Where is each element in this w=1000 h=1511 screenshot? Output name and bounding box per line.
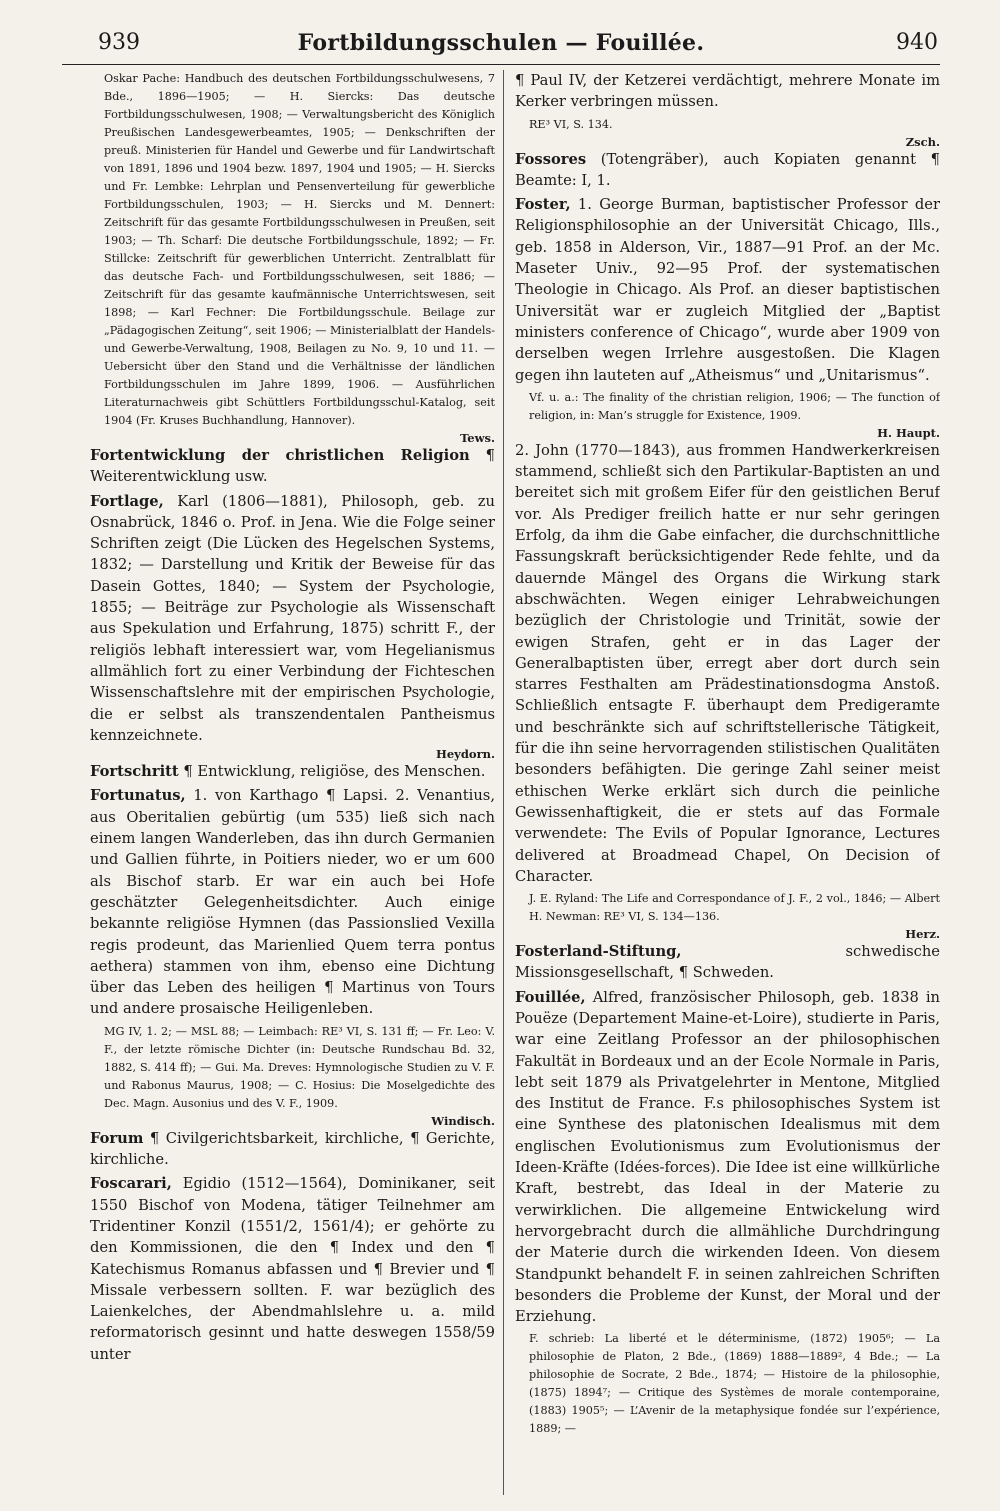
entry-headword: Forum [90, 1129, 144, 1147]
entry [515, 194, 940, 386]
entry-body: 1. von Karthago ¶ Lapsi. 2. Venantius, aus Oberitalien gebürtig (um 535) ließ sich nach einem langen Wanderleben, das ihn durch Germanien und Gallien führte, in Poitiers nieder, wo er um 600 als Bischof starb. Er war ein auch bei Hofe geschätzter Gelegenheitsdichter. Auch einige bekannte religiöse Hymnen (das Passionslied Vexilla regis prodeunt, das Marienlied Quem terra pontus aethera) stammen von ihm, ebenso eine Dichtung über das Leben des heiligen ¶ Martinus von Tours und andere prosaische Heiligenleben. [90, 787, 495, 1018]
entry-headword: Fortschritt [90, 763, 179, 781]
entry-headword: Fossores [515, 150, 587, 168]
entry-headword: Foster, [515, 196, 571, 214]
author-signature: Windisch. [431, 1113, 495, 1128]
entry-headword: Fouillée, [515, 988, 586, 1006]
literature-block: F. schrieb: La liberté et le déterminisme, (1872) 1905⁶; — La philosophie de Platon, 2 Bde., (1869) 1888—1889², 4 Bde.; — La philosophie de Socrate, 2 Bde., 1874; — Histoire de la philosophie, (1875) 1894⁷; — Critique des Systèmes de morale contemporaine, (1883) 1905⁵; — L’Avenir de la metaphysique fondée sur l’expérience, 1889; — [529, 1332, 940, 1436]
author-signature: Herz. [905, 927, 940, 942]
author-signature: Tews. [460, 431, 495, 445]
author-signature: Heydorn. [436, 747, 495, 762]
author-signature: H. Haupt. [877, 425, 940, 440]
literature-block: Oskar Pache: Handbuch des deutschen Fortbildungsschulwesens, 7 Bde., 1896—1905; — H. Siercks: Das deutsche Fortbildungsschulwesen, 1908; — Verwaltungsbericht des Königlich Preußischen Landesgewerbeamtes, 1905; — Denkschriften der preuß. Ministerien für Handel und Gewerbe und für Landwirtschaft von 1891, 1896 und 1904 bezw. 1897, 1904 und 1905; — H. Siercks und Fr. Lembke: Lehrplan und Pensenverteilung für gewerbliche Fortbildungsschulen, 1903; — H. Siercks und M. Dennert: Zeitschrift für das gesamte Fortbildungsschulwesen in Preußen, seit 1903; — Th. Scharf: Die deutsche Fortbildungsschule, 1892; — Fr. Stillcke: Zeitschrift für gewerblichen Unterricht. Zentralblatt für das deutsche Fach- und Fortbildungsschulwesen, seit 1886; — Zeitschrift für das gesamte kaufmännische Unterrichtswesen, seit 1898; — Karl Fechner: Die Fortbildungsschule. Beilage zur „Pädagogischen Zeitung“, seit 1906; — Ministerialblatt der Handels- und Gewerbe-Verwaltung, 1908, Beilagen zu No. 9, 10 und 11. — Uebersicht über den Stand und die Verhältnisse der ländlichen Fortbildungsschulen im Jahre 1899, 1906. — Ausführlichen Literaturnachweis gibt Schüttlers Fortbildungsschul-Katalog, seit 1904 (Fr. Kruses Buchhandlung, Hannover). [104, 72, 495, 427]
entry-body: ¶ Weiterentwicklung usw. [90, 447, 495, 486]
entry-body: Egidio (1512—1564), Dominikaner, seit 1550 Bischof von Modena, tätiger Teilnehmer am Tridentiner Konzil (1551/2, 1561/4); er gehörte zu den Kommissionen, die den ¶ Index und den ¶ Katechismus Romanus abfassen und ¶ Brevier und ¶ Missale verbessern sollten. F. war bezüglich des Laienkelches, der Abendmahlslehre u. a. mild reformatorisch gesinnt und hatte deswegen 1558/59 unter [90, 1175, 495, 1363]
entry [90, 1173, 495, 1365]
author-signature: Zsch. [905, 134, 940, 149]
literature-block: MG IV, 1. 2; — MSL 88; — Leimbach: RE³ VI, S. 131 ff; — Fr. Leo: V. F., der letzte römische Dichter (in: Deutsche Rundschau Bd. 32, 1882, S. 414 ff); — Gui. Ma. Dreves: Hymnologische Studien zu V. F. und Rabonus Maurus, 1908; — C. Hosius: Die Moselgedichte des Dec. Magn. Ausonius und des V. F., 1909. [104, 1024, 495, 1110]
entry-body: Alfred, französischer Philosoph, geb. 1838 in Pouëze (Departement Maine-et-Loire), studierte in Paris, war eine Zeitlang Professor an der philosophischen Fakultät in Bordeaux und an der Ecole Normale in Paris, lebt seit 1879 als Privatgelehrter in Mentone, Mitglied des Institut de France. F.s philosophisches System ist eine Synthese des platonischen Idealismus mit dem englischen Evolutionismus zum Evolutionismus der Ideen-Kräfte (Idées-forces). Die Idee ist eine willkürliche Kraft, bestrebt, das Ideal in der Materie zu verwirklichen. Die allgemeine Entwickelung wird hervorgebracht durch die allmähliche Durchdringung der Materie durch die wirkenden Ideen. Von diesem Standpunkt behandelt F. in seinen zahlreichen Schriften besonders die Probleme der Kunst, der Moral und der Erziehung. [515, 988, 940, 1326]
entry-body: Karl (1806—1881), Philosoph, geb. zu Osnabrück, 1846 o. Prof. in Jena. Wie die Folge seiner Schriften zeigt (Die Lücken des Hegelschen Systems, 1832; — Darstellung und Kritik der Beweise für das Dasein Gottes, 1840; — System der Psychologie, 1855; — Beiträge zur Psychologie als Wissenschaft aus Spekulation und Erfahrung, 1875) schritt F., der religiös lebhaft interessiert war, vom Hegelianismus allmählich fort zu einer Verbindung der Fichteschen Wissenschaftslehre mit der empirischen Psychologie, die er selbst als transzendentalen Pantheismus kennzeichnete. [90, 492, 495, 744]
literature-block: RE³ VI, S. 134. [529, 117, 613, 131]
entry-continuation: ¶ Paul IV, der Ketzerei verdächtigt, mehrere Monate im Kerker verbringen müssen. [515, 72, 940, 111]
entry-subsection: 2. John (1770—1843), aus frommen Handwerkerkreisen stammend, schließt sich den Partikular-Baptisten an und bereitet sich mit großem Eifer für den geistlichen Beruf vor. Als Prediger freilich hatte er nur sehr geringen Erfolg, da ihm die Gabe einfacher, die durchschnittliche Fassungskraft berücksichtigender Rede fehlte, und da dauernde Mängel des Organs die Wirkung stark abschwächten. Wegen einiger Lehrabweichungen bezüglich der Christologie und Trinität, sowie der ewigen Strafen, geht er in das Lager der Generalbaptisten über, erregt aber dort durch sein starres Festhalten am Prädestinationsdogma Anstoß. Schließlich entsagte F. überhaupt dem Predigeramte und beschränkte sich auf schriftstellerische Tätigkeit, für die ihn seine hervorragenden stilistischen Qualitäten besonders befähigten. Die geringe Zahl seiner meist ethischen Werke erklärt sich durch die peinliche Gewissenhaftigkeit, die er stets auf das Formale verwendete: The Evils of Popular Ignorance, Lectures delivered at Broadmead Chapel, On Decision of Character. [515, 441, 940, 885]
entry-body: ¶ Entwicklung, religiöse, des Menschen. [183, 763, 486, 781]
entry-headword: Fortunatus, [90, 787, 186, 805]
entry-headword: Fosterland-Stiftung, [515, 943, 682, 961]
page-number-right: 940 [896, 30, 938, 55]
left-column [90, 70, 495, 1491]
entry [90, 491, 495, 747]
entry-body: schwedische Missionsgesellschaft, ¶ Schweden. [515, 943, 940, 982]
entry-body: (Totengräber), auch Kopiaten genannt ¶ Beamte: I, 1. [515, 150, 940, 189]
entry [90, 785, 495, 1019]
entry [90, 761, 495, 782]
entry [515, 941, 940, 984]
literature-block: J. E. Ryland: The Life and Correspondance of J. F., 2 vol., 1846; — Albert H. Newman: RE³ VI, S. 134—136. [529, 892, 940, 924]
literature-block: Vf. u. a.: The finality of the christian religion, 1906; — The function of religion, in: Man’s struggle for Existence, 1909. [529, 390, 940, 422]
entry [515, 149, 940, 192]
entry-headword: Fortentwicklung der christlichen Religion [90, 447, 470, 464]
entry-body: ¶ Civilgerichtsbarkeit, kirchliche, ¶ Gerichte, kirchliche. [90, 1129, 495, 1169]
entry-body: 1. George Burman, baptistischer Professor der Religionsphilosophie an der Universität Chicago, Ills., geb. 1858 in Alderson, Vir., 1887—91 Prof. an der Mc. Maseter Univ., 92—95 Prof. der systematischen Theologie in Chicago. Als Prof. an dieser baptistischen Universität war er zugleich Mitglied der „Baptist ministers conference of Chicago“, wurde aber 1909 von derselben wegen Irrlehre ausgestoßen. Die Klagen gegen ihn lauteten auf „Atheismus“ und „Unitarismus“. [515, 196, 940, 384]
page-number-left: 939 [98, 30, 140, 55]
entry [90, 445, 495, 488]
page-header [62, 28, 940, 65]
entry-headword: Foscarari, [90, 1175, 172, 1193]
entry [90, 1128, 495, 1171]
right-column [515, 70, 940, 1491]
running-title: Fortbildungsschulen — Fouillée. [297, 30, 705, 56]
entry [515, 987, 940, 1328]
column-divider [503, 70, 504, 1495]
entry-headword: Fortlage, [90, 492, 164, 510]
